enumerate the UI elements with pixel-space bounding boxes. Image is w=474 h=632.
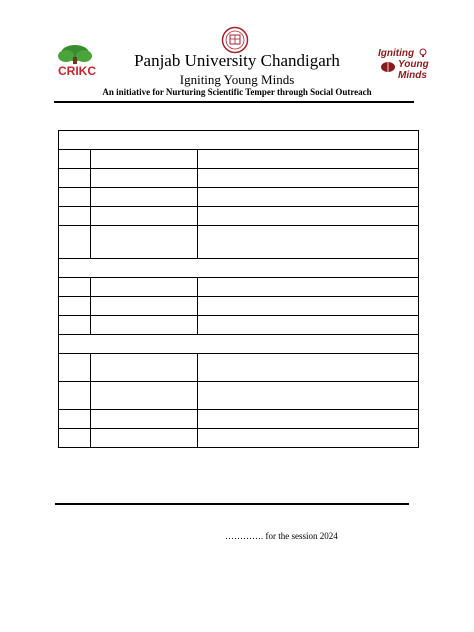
value-cell[interactable]	[198, 316, 419, 335]
logo-line-2: Young	[398, 59, 429, 70]
serial-cell	[59, 429, 91, 448]
logo-line-1: Igniting	[378, 48, 415, 59]
label-cell	[91, 188, 198, 207]
page-subtitle: Igniting Young Minds	[179, 72, 295, 87]
table-row	[59, 429, 419, 448]
serial-cell	[59, 188, 91, 207]
serial-cell	[59, 150, 91, 169]
value-cell[interactable]	[198, 410, 419, 429]
table-row	[59, 410, 419, 429]
value-cell[interactable]	[198, 169, 419, 188]
table-row	[59, 354, 419, 382]
section-header-row	[59, 335, 419, 354]
value-cell[interactable]	[198, 278, 419, 297]
form-table	[58, 130, 419, 448]
section-header-cell	[59, 259, 419, 278]
label-cell	[91, 169, 198, 188]
section-header-row	[59, 259, 419, 278]
logo-line-3: Minds	[398, 70, 427, 81]
serial-cell	[59, 354, 91, 382]
table-row	[59, 226, 419, 259]
label-cell	[91, 382, 198, 410]
table-row	[59, 297, 419, 316]
label-cell	[91, 207, 198, 226]
label-cell	[91, 410, 198, 429]
section-header-row	[59, 131, 419, 150]
table-row	[59, 150, 419, 169]
value-cell[interactable]	[198, 207, 419, 226]
serial-cell	[59, 297, 91, 316]
serial-cell	[59, 410, 91, 429]
label-cell	[91, 316, 198, 335]
value-cell[interactable]	[198, 429, 419, 448]
value-cell[interactable]	[198, 150, 419, 169]
section-header-cell	[59, 131, 419, 150]
value-cell[interactable]	[198, 226, 419, 259]
section-header-cell	[59, 335, 419, 354]
serial-cell	[59, 316, 91, 335]
header-divider	[54, 101, 414, 103]
value-cell[interactable]	[198, 297, 419, 316]
crikc-logo-text: CRIKC	[58, 64, 96, 78]
value-cell[interactable]	[198, 382, 419, 410]
brain-icon	[380, 61, 396, 73]
label-cell	[91, 226, 198, 259]
label-cell	[91, 354, 198, 382]
university-emblem-icon	[221, 26, 249, 54]
label-cell	[91, 278, 198, 297]
serial-cell	[59, 382, 91, 410]
bulb-icon	[419, 48, 427, 58]
value-cell[interactable]	[198, 188, 419, 207]
table-row	[59, 382, 419, 410]
serial-cell	[59, 226, 91, 259]
footer-divider	[55, 503, 409, 505]
session-text: …………. for the session 2024	[225, 531, 338, 541]
page-title: Panjab University Chandigarh	[134, 51, 340, 70]
value-cell[interactable]	[198, 354, 419, 382]
serial-cell	[59, 207, 91, 226]
page-tagline: An initiative for Nurturing Scientific Temper through Social Outreach	[102, 87, 372, 97]
table-row	[59, 169, 419, 188]
table-row	[59, 316, 419, 335]
table-row	[59, 207, 419, 226]
serial-cell	[59, 169, 91, 188]
serial-cell	[59, 278, 91, 297]
table-row	[59, 188, 419, 207]
label-cell	[91, 150, 198, 169]
label-cell	[91, 297, 198, 316]
label-cell	[91, 429, 198, 448]
table-row	[59, 278, 419, 297]
